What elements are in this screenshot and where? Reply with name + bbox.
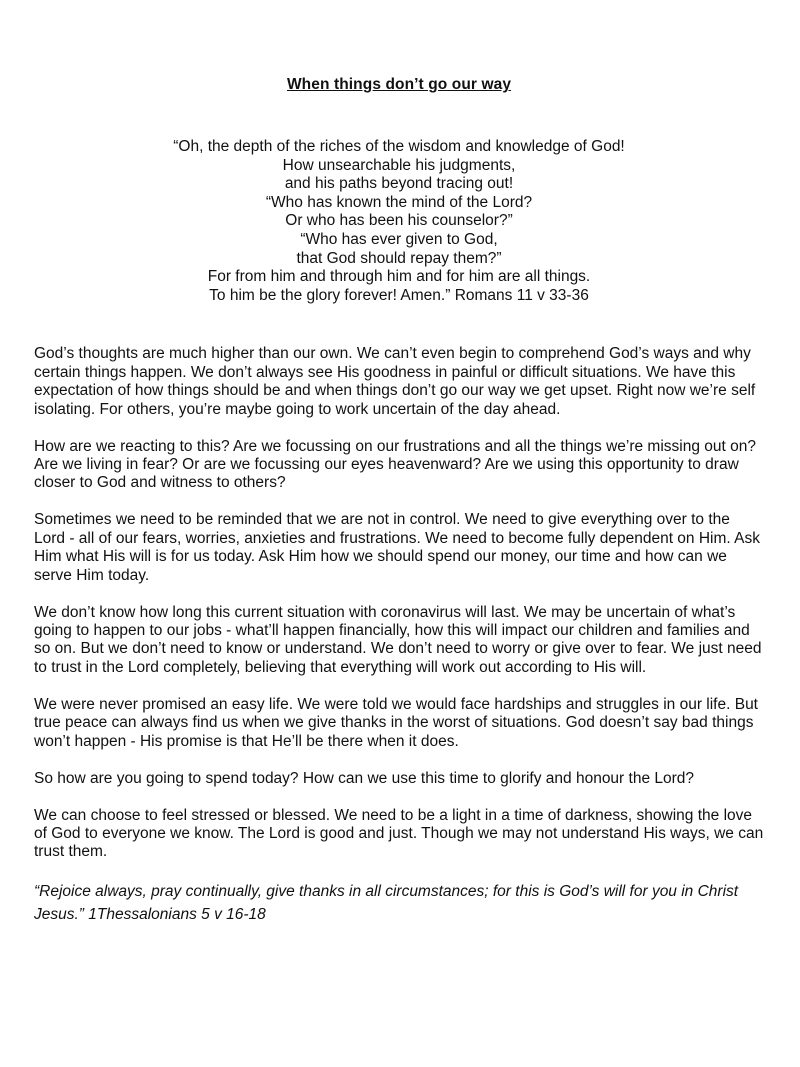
- body-paragraph: How are we reacting to this? Are we focussing on our frustrations and all the things we’re missing out on? Are we living in fear? Or are we focussing our eyes heavenward? Are we using this opportunity to draw closer to God and witness to others?: [34, 437, 756, 492]
- verse-line: To him be the glory forever! Amen.” Romans 11 v 33-36: [209, 286, 589, 304]
- verse-line: “Who has ever given to God,: [300, 230, 498, 248]
- body-paragraph: We can choose to feel stressed or blessed. We need to be a light in a time of darkness, showing the love of God to everyone we know. The Lord is good and just. Though we may not understand His ways, we can trust them.: [34, 806, 764, 861]
- scripture-verse-block: [34, 138, 764, 305]
- body-paragraph: God’s thoughts are much higher than our own. We can’t even begin to comprehend God’s ways and why certain things happen. We don’t always see His goodness in painful or difficult situations. We have this expectation of how things should be and when things don’t go our way we get upset. Right now we’re self isolating. For others, you’re maybe going to work uncertain of the day ahead.: [34, 345, 756, 418]
- closing-scripture-quote: [34, 880, 764, 926]
- verse-line: Or who has been his counselor?”: [285, 212, 513, 230]
- verse-line: “Oh, the depth of the riches of the wisdom and knowledge of God!: [173, 138, 625, 155]
- verse-line: and his paths beyond tracing out!: [284, 175, 514, 193]
- document-title: When things don’t go our way: [286, 76, 512, 93]
- verse-line: “Who has known the mind of the Lord?: [265, 193, 533, 211]
- verse-line: How unsearchable his judgments,: [282, 156, 516, 174]
- verse-line: that God should repay them?”: [296, 249, 502, 267]
- closing-quote-text: “Rejoice always, pray continually, give thanks in all circumstances; for this is God’s will for you in Christ Jesus.”: [34, 883, 739, 924]
- closing-quote-reference: 1Thessalonians 5 v 16-18: [88, 906, 266, 924]
- body-paragraph: We were never promised an easy life. We were told we would face hardships and struggles in our life. But true peace can always find us when we give thanks in the worst of situations. God doesn’t say bad things won’t happen - His promise is that He’ll be there when it does.: [34, 695, 758, 750]
- body-paragraph: So how are you going to spend today? How can we use this time to glorify and honour the Lord?: [34, 769, 695, 787]
- verse-line: For from him and through him and for him are all things.: [207, 268, 591, 286]
- body-paragraph: We don’t know how long this current situation with coronavirus will last. We may be uncertain of what’s going to happen to our jobs - what’ll happen financially, how this will impact our children and families and so on. But we don’t need to know or understand. We don’t need to worry or give over to fear. We just need to trust in the Lord completely, believing that everything will work out according to His will.: [34, 603, 762, 676]
- body-paragraph: Sometimes we need to be reminded that we are not in control. We need to give everything over to the Lord - all of our fears, worries, anxieties and frustrations. We need to become fully dependent on Him. Ask Him what His will is for us today. Ask Him how we should spend our money, our time and how can we serve Him today.: [34, 511, 761, 584]
